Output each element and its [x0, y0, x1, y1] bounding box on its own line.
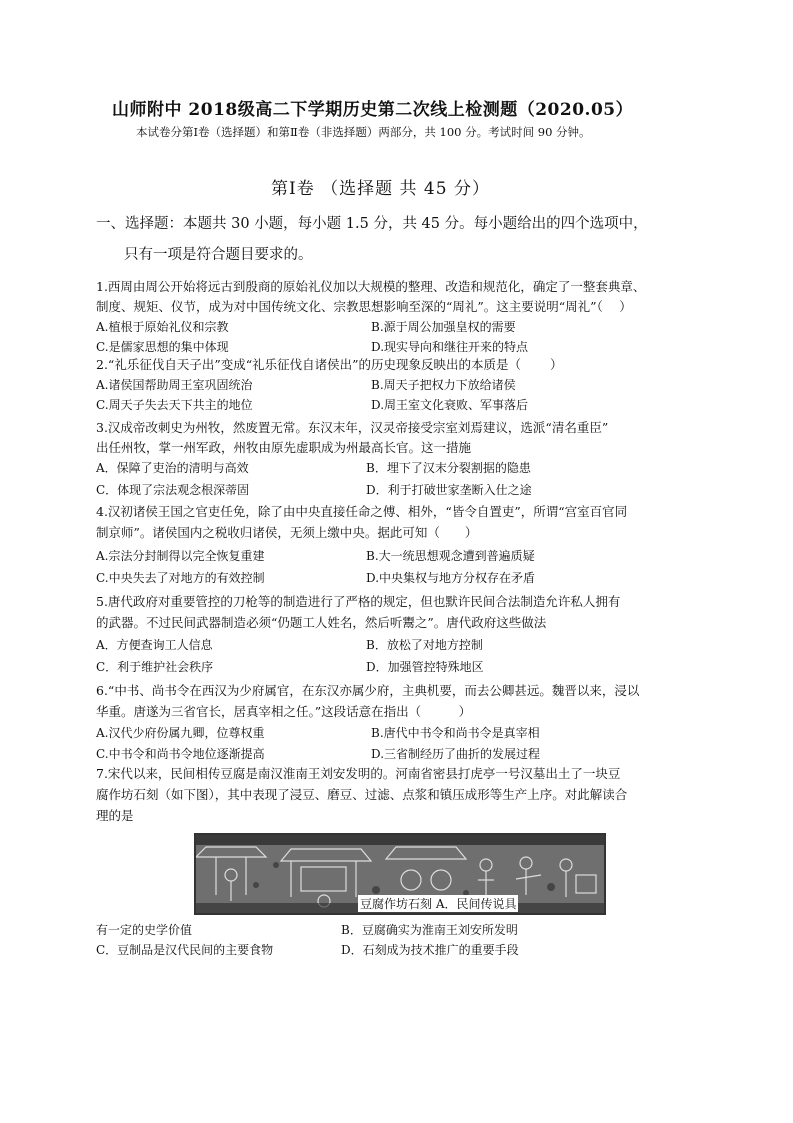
option-a: A．方便查询工人信息 — [96, 638, 213, 652]
question-text: 制京师”。诸侯国内之税收归诸侯，无须上缴中央。据此可知（ ） — [96, 525, 478, 540]
option-b: B．放松了对地方控制 — [366, 638, 483, 652]
question-text: 华重。唐遂为三省官长，居真宰相之任。”这段话意在指出（ ） — [96, 704, 472, 719]
section-instruction-line2: 只有一项是符合题目要求的。 — [124, 247, 313, 263]
question-text: 理的是 — [96, 808, 134, 823]
option-d: D.中央集权与地方分权存在矛盾 — [366, 571, 536, 585]
question-text: 腐作坊石刻（如下图），其中表现了浸豆、磨豆、过滤、点浆和镇压成形等生产上序。对此解读合 — [96, 787, 628, 802]
option-c: C.中书令和尚书令地位逐渐提高 — [96, 747, 265, 761]
option-c: C.中央失去了对地方的有效控制 — [96, 571, 265, 585]
option-a-continued: 有一定的史学价值 — [96, 923, 193, 937]
option-a: A.汉代少府份属九卿，位尊权重 — [96, 726, 265, 740]
option-b: B.源于周公加强皇权的需要 — [371, 320, 516, 334]
option-b: B．豆腐确实为淮南王刘安所发明 — [341, 923, 518, 937]
option-d: D．石刻成为技术推广的重要手段 — [341, 943, 519, 957]
question-text: 6.“中书、尚书令在西汉为少府属官，在东汉亦属少府，主典机要，而去公卿甚远。魏晋以来，浸以 — [96, 683, 640, 698]
option-b: B.唐代中书令和尚书令是真宰相 — [371, 726, 540, 740]
option-c: C.是儒家思想的集中体现 — [96, 340, 229, 354]
question-text: 5.唐代政府对重要管控的刀枪等的制造进行了严格的规定，但也默许民间合法制造允许私人拥有 — [96, 594, 621, 609]
option-a: A.植根于原始礼仪和宗教 — [96, 320, 229, 334]
option-b: B.大一统思想观念遭到普遍质疑 — [366, 549, 535, 563]
option-c: C.周天子失去天下共主的地位 — [96, 398, 253, 412]
question-text: 制度、规矩、仪节，成为对中国传统文化、宗教思想影响至深的“周礼”。这主要说明“周礼”（ ） — [96, 299, 632, 314]
section-title: 第Ⅰ卷 （选择题 共 45 分） — [271, 179, 490, 199]
option-c: C．豆制品是汉代民间的主要食物 — [96, 943, 274, 957]
question-text: 1.西周由周公开始将远古到殷商的原始礼仪加以大规模的整理、改造和规范化，确定了一整套典章、 — [96, 279, 646, 294]
option-a: A．保障了吏治的清明与高效 — [96, 461, 249, 475]
option-c: C．利于维护社会秩序 — [96, 660, 214, 674]
exam-title: 山师附中 2018级高二下学期历史第二次线上检测题（2020.05） — [112, 100, 634, 120]
option-d: D．加强管控特殊地区 — [366, 660, 484, 674]
question-text: 的武器。不过民间武器制造必须“仍题工人姓名，然后听鬻之”。唐代政府这些做法 — [96, 615, 547, 630]
option-d: D.周王室文化衰败、军事落后 — [371, 398, 529, 412]
tofu-workshop-relief-image — [194, 833, 606, 915]
option-d: D.三省制经历了曲折的发展过程 — [371, 747, 541, 761]
option-a: A.宗法分封制得以完全恢复重建 — [96, 549, 265, 563]
figure-caption: 豆腐作坊石刻 A．民间传说具 — [360, 897, 517, 911]
option-b: B.周天子把权力下放给诸侯 — [371, 378, 516, 392]
option-b: B．埋下了汉末分裂割据的隐患 — [366, 461, 531, 475]
section-instruction-line1: 一、选择题：本题共 30 小题，每小题 1.5 分，共 45 分。每小题给出的四个选项中， — [96, 216, 648, 232]
question-text: 7.宋代以来，民间相传豆腐是南汉淮南王刘安发明的。河南省密县打虎亭一号汉墓出土了一块豆 — [96, 766, 621, 781]
question-text: 2.“礼乐征伐自天子出”变成“礼乐征伐自诸侯出”的历史现象反映出的本质是（ ） — [96, 357, 563, 372]
question-text: 3.汉成帝改刺史为州牧，然废置无常。东汉末年，汉灵帝接受宗室刘焉建议，选派“清名重臣” — [96, 420, 609, 435]
option-c: C．体现了宗法观念根深蒂固 — [96, 483, 250, 497]
option-d: D.现实导向和继往开来的特点 — [371, 340, 529, 354]
question-text: 出任州牧，掌一州军政，州牧由原先虚职成为州最高长官。这一措施 — [96, 440, 472, 455]
option-a: A.诸侯国帮助周王室巩固统治 — [96, 378, 253, 392]
exam-subtitle: 本试卷分第Ⅰ卷（选择题）和第Ⅱ卷（非选择题）两部分，共 100 分。考试时间 90 分钟。 — [136, 125, 591, 139]
option-d: D．利于打破世家垄断入仕之途 — [366, 483, 532, 497]
question-text: 4.汉初诸侯王国之官吏任免，除了由中央直接任命之傅、相外，“皆令自置吏”，所谓“宫室百官同 — [96, 504, 628, 519]
